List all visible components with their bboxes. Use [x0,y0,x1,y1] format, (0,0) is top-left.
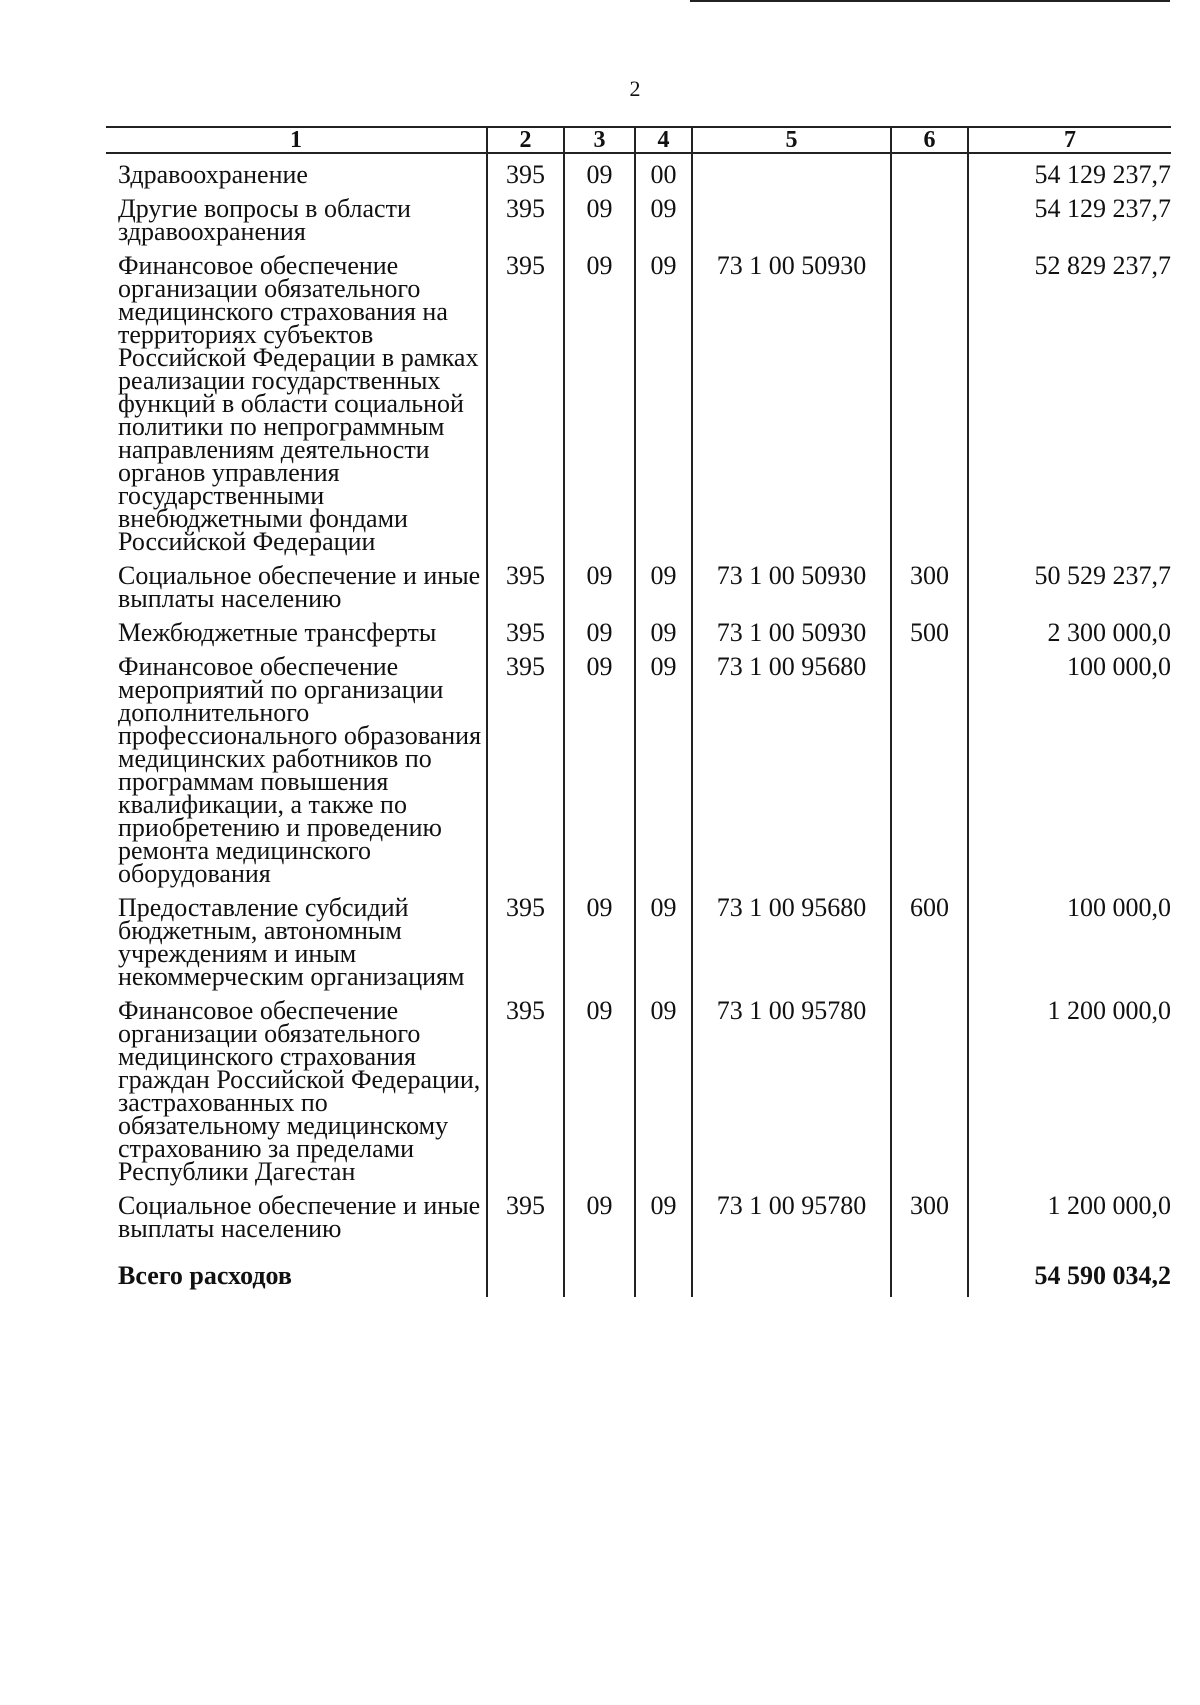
table-row [106,646,1171,887]
row-section: 09 [564,1185,635,1242]
row-name: Финансовое обеспечение мероприятий по организации дополнительного профессионального образования медицинских работников по программам повышения квалификации, а также по приобретению и проведению ремонта медицинского оборудования [118,652,482,888]
row-subsection: 09 [635,555,692,612]
header-col-7: 7 [968,127,1171,153]
total-empty-cell [564,1242,635,1297]
row-target-article: 73 1 00 50930 [692,245,891,555]
row-amount: 52 829 237,7 [968,245,1171,555]
row-target-article [692,153,891,188]
top-rule [690,0,1170,2]
row-section: 09 [564,245,635,555]
row-name: Социальное обеспечение и иные выплаты населению [118,561,481,613]
row-subsection: 09 [635,188,692,245]
row-name: Финансовое обеспечение организации обязательного медицинского страхования на территориях субъектов Российской Федерации в рамках реализации государственных функций в области социальной политики по непрограммным направлениям деятельности органов управления государственными внебюджетными фондами Российской Федерации [118,251,479,556]
row-amount: 100 000,0 [968,887,1171,990]
row-admin-code: 395 [487,646,564,887]
header-col-4: 4 [635,127,692,153]
row-admin-code: 395 [487,555,564,612]
row-target-article: 73 1 00 95680 [692,887,891,990]
total-empty-cell [635,1242,692,1297]
row-amount: 1 200 000,0 [968,1185,1171,1242]
row-expense-type [891,153,968,188]
row-name: Социальное обеспечение и иные выплаты населению [118,1191,481,1243]
table-body [106,153,1171,1297]
header-col-1: 1 [106,127,487,153]
table-row [106,990,1171,1185]
row-expense-type: 500 [891,612,968,646]
row-amount: 100 000,0 [968,646,1171,887]
table-header [106,127,1171,153]
row-amount: 54 129 237,7 [968,188,1171,245]
row-target-article: 73 1 00 95780 [692,990,891,1185]
row-admin-code: 395 [487,612,564,646]
row-target-article: 73 1 00 95780 [692,1185,891,1242]
table-row [106,555,1171,612]
row-admin-code: 395 [487,990,564,1185]
row-admin-code: 395 [487,153,564,188]
table-row [106,188,1171,245]
row-amount: 2 300 000,0 [968,612,1171,646]
total-empty-cell [487,1242,564,1297]
row-admin-code: 395 [487,245,564,555]
header-col-6: 6 [891,127,968,153]
row-section: 09 [564,646,635,887]
total-empty-cell [692,1242,891,1297]
total-row [106,1242,1171,1297]
row-expense-type: 600 [891,887,968,990]
row-name: Предоставление субсидий бюджетным, автономным учреждениям и иным некоммерческим организациям [118,893,465,991]
row-section: 09 [564,887,635,990]
row-name: Другие вопросы в области здравоохранения [118,194,411,246]
row-section: 09 [564,612,635,646]
header-col-3: 3 [564,127,635,153]
row-name: Здравоохранение [118,160,308,189]
table-row [106,153,1171,188]
row-expense-type [891,188,968,245]
table-row [106,612,1171,646]
budget-table [106,126,1171,1297]
row-expense-type [891,646,968,887]
row-admin-code: 395 [487,887,564,990]
row-name: Финансовое обеспечение организации обязательного медицинского страхования граждан Российской Федерации, застрахованных по обязательному медицинскому страхованию за пределами Республики Дагестан [118,996,481,1186]
row-subsection: 09 [635,990,692,1185]
row-expense-type [891,245,968,555]
row-subsection: 09 [635,646,692,887]
row-subsection: 09 [635,612,692,646]
row-target-article: 73 1 00 50930 [692,612,891,646]
row-amount: 1 200 000,0 [968,990,1171,1185]
total-empty-cell [891,1242,968,1297]
header-col-5: 5 [692,127,891,153]
row-expense-type [891,990,968,1185]
row-amount: 50 529 237,7 [968,555,1171,612]
row-target-article [692,188,891,245]
table-row [106,245,1171,555]
row-section: 09 [564,188,635,245]
row-section: 09 [564,990,635,1185]
row-admin-code: 395 [487,188,564,245]
row-admin-code: 395 [487,1185,564,1242]
row-subsection: 09 [635,245,692,555]
row-subsection: 00 [635,153,692,188]
row-name: Межбюджетные трансферты [118,618,437,647]
row-amount: 54 129 237,7 [968,153,1171,188]
table-row [106,1185,1171,1242]
header-row [106,127,1171,153]
row-expense-type: 300 [891,555,968,612]
page-number: 2 [629,76,641,101]
row-expense-type: 300 [891,1185,968,1242]
total-value: 54 590 034,2 [968,1242,1171,1297]
row-subsection: 09 [635,887,692,990]
row-section: 09 [564,153,635,188]
table-row [106,887,1171,990]
row-section: 09 [564,555,635,612]
header-col-2: 2 [487,127,564,153]
row-subsection: 09 [635,1185,692,1242]
row-target-article: 73 1 00 50930 [692,555,891,612]
total-label: Всего расходов [118,1261,292,1290]
row-target-article: 73 1 00 95680 [692,646,891,887]
